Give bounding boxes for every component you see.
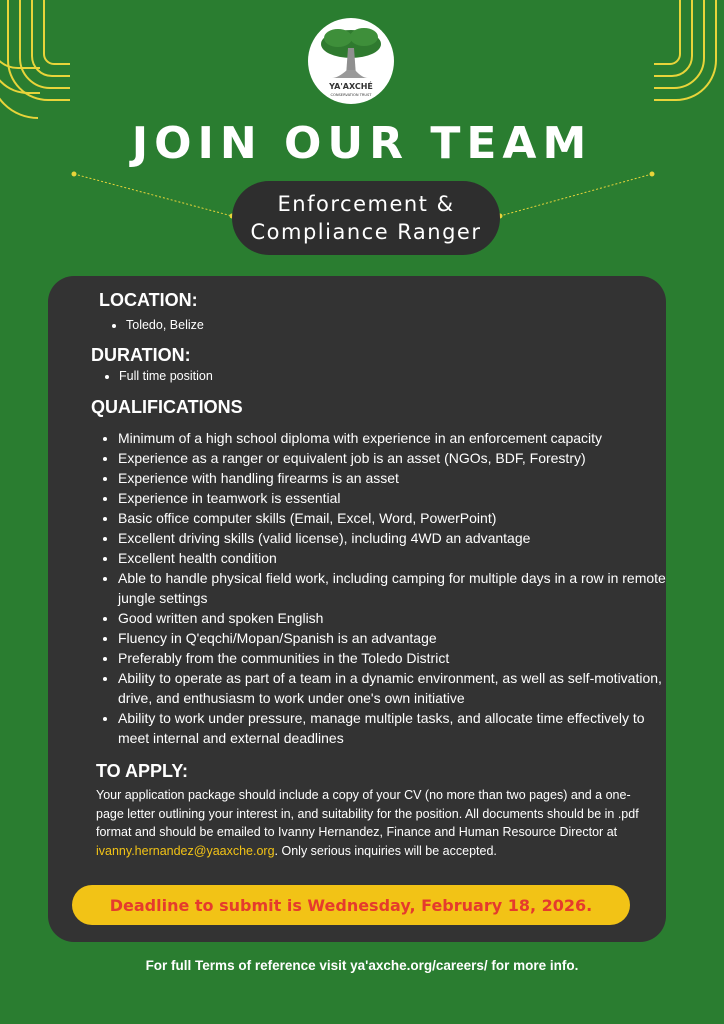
location-value: • Toledo, Belize <box>126 316 204 334</box>
qualification-item: • Good written and spoken English <box>118 608 668 628</box>
apply-instructions <box>96 786 656 860</box>
qualification-item: • Fluency in Q'eqchi/Mopan/Spanish is an advantage <box>118 628 668 648</box>
duration-heading: DURATION: <box>91 345 191 365</box>
location-list <box>106 316 204 334</box>
qualification-item: • Excellent driving skills (valid license), including 4WD an advantage <box>118 528 668 548</box>
qualification-item: • Excellent health condition <box>118 548 668 568</box>
qualification-item: • Experience in teamwork is essential <box>118 488 668 508</box>
location-heading: LOCATION: <box>99 290 198 310</box>
position-line-1: Enforcement & <box>277 192 455 216</box>
qualification-item: • Experience with handling firearms is an asset <box>118 468 668 488</box>
svg-text:YA'AXCHÉ: YA'AXCHÉ <box>329 82 373 91</box>
deadline-banner: Deadline to submit is Wednesday, February 18, 2026. <box>72 885 630 925</box>
job-details-card <box>48 276 666 942</box>
qualification-item: • Basic office computer skills (Email, Excel, Word, PowerPoint) <box>118 508 668 528</box>
duration-value: • Full time position <box>119 367 213 385</box>
qualification-item: • Ability to work under pressure, manage multiple tasks, and allocate time effectively to meet internal and external deadlines <box>118 708 668 748</box>
position-title <box>232 181 500 255</box>
qualifications-heading: QUALIFICATIONS <box>91 397 243 417</box>
svg-text:CONSERVATION TRUST: CONSERVATION TRUST <box>330 93 372 97</box>
position-line-2: Compliance Ranger <box>250 220 482 244</box>
apply-email-link[interactable]: ivanny.hernandez@yaaxche.org <box>96 843 275 858</box>
apply-heading: TO APPLY: <box>96 761 189 781</box>
qualification-item: • Able to handle physical field work, including camping for multiple days in a row in remote jungle settings <box>118 568 668 608</box>
apply-text-end: . Only serious inquiries will be accepted. <box>274 843 497 858</box>
qualification-item: • Ability to operate as part of a team in a dynamic environment, as well as self-motivation, drive, and enthusiasm to work under one's own initiative <box>118 668 668 708</box>
qualification-item: • Experience as a ranger or equivalent job is an asset (NGOs, BDF, Forestry) <box>118 448 668 468</box>
qualifications-list <box>98 428 668 748</box>
qualification-item: • Preferably from the communities in the Toledo District <box>118 648 668 668</box>
apply-text: Your application package should include a copy of your CV (no more than two pages) and a one-page letter outlining your interest in, and suitability for the position. All documents should be in .pdf format and should be emailed to Ivanny Hernandez, Finance and Human Resource Director at <box>96 788 639 839</box>
page-title: JOIN OUR TEAM <box>131 118 593 169</box>
duration-list <box>99 367 213 385</box>
yaaxche-logo <box>308 18 394 104</box>
footer-note: For full Terms of reference visit ya'axche.org/careers/ for more info. <box>145 958 579 973</box>
qualification-item: • Minimum of a high school diploma with experience in an enforcement capacity <box>118 428 668 448</box>
